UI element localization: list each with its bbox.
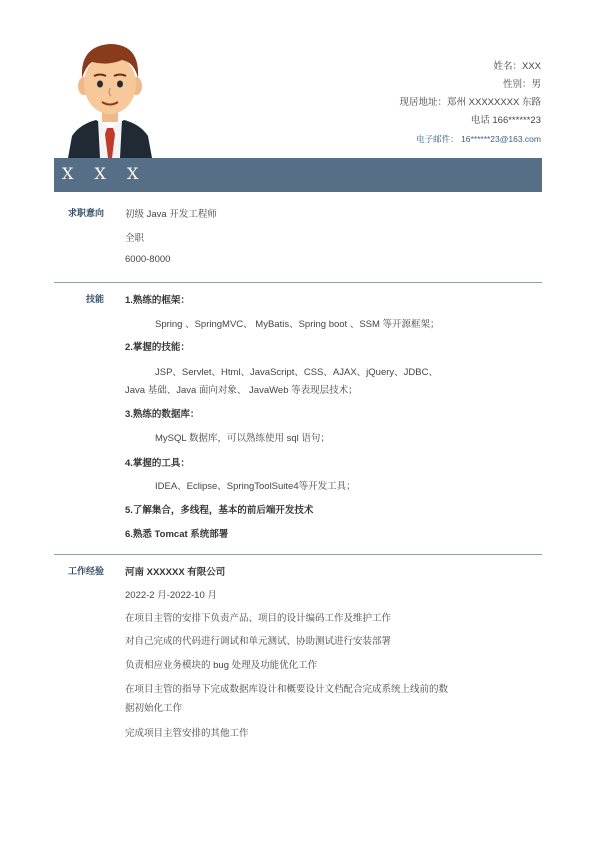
contact-info (400, 58, 541, 148)
work-period: 2022-2 月-2022-10 月 (125, 590, 217, 601)
contact-email: 电子邮件： 16******23@163.com (416, 134, 541, 144)
contact-gender: 性别：男 (502, 79, 541, 90)
resume-name: X X X (62, 164, 147, 183)
company-name: 河南 XXXXXX 有限公司 (125, 567, 226, 578)
skill-detail: Spring 、SpringMVC、 MyBatis、Spring boot 、SSM 等开源框架； (155, 319, 440, 330)
avatar (62, 36, 158, 158)
name-banner (54, 158, 542, 192)
skill-detail: Java 基础、Java 面向对象、 JavaWeb 等表现层技术； (125, 385, 358, 396)
duty-item: 在项目主管的安排下负责产品、项目的设计编码工作及维护工作 (125, 613, 392, 624)
objective-position: 初级 Java 开发工程师 (125, 209, 217, 220)
section-divider (54, 282, 542, 283)
skill-heading: 6.熟悉 Tomcat 系统部署 (125, 529, 229, 540)
contact-address: 现居地址：郑州 XXXXXXXX 东路 (399, 97, 541, 108)
experience-label: 工作经验 (67, 566, 104, 576)
objective-label: 求职意向 (67, 208, 104, 218)
skill-heading: 3.熟练的数据库： (125, 409, 200, 420)
duty-item: 完成项目主管安排的其他工作 (125, 728, 249, 739)
skill-heading: 4.掌握的工具： (125, 458, 190, 469)
skill-heading: 1.熟练的框架： (125, 295, 190, 306)
section-divider (54, 554, 542, 555)
skill-detail: MySQL 数据库，可以熟练使用 sql 语句； (155, 433, 330, 444)
skill-detail: IDEA、Eclipse、SpringToolSuite4等开发工具； (155, 481, 356, 492)
duty-item: 负责相应业务模块的 bug 处理及功能优化工作 (125, 660, 318, 671)
duty-item: 据初始化工作 (125, 703, 183, 714)
objective-salary: 6000-8000 (125, 254, 171, 265)
contact-phone: 电话 166******23 (470, 115, 541, 126)
contact-name: 姓名：XXX (493, 61, 541, 72)
skills-label: 技能 (85, 294, 104, 304)
skill-detail: JSP、Servlet、Html、JavaScript、CSS、AJAX、jQuery、JDBC、 (155, 367, 438, 378)
skill-heading: 5.了解集合，多线程，基本的前后端开发技术 (125, 505, 314, 516)
duty-item: 对自己完成的代码进行调试和单元测试、协助测试进行安装部署 (125, 636, 392, 647)
skill-heading: 2.掌握的技能： (125, 342, 190, 353)
objective-type: 全职 (125, 233, 145, 244)
duty-item: 在项目主管的指导下完成数据库设计和概要设计文档配合完成系统上线前的数 (125, 684, 449, 695)
